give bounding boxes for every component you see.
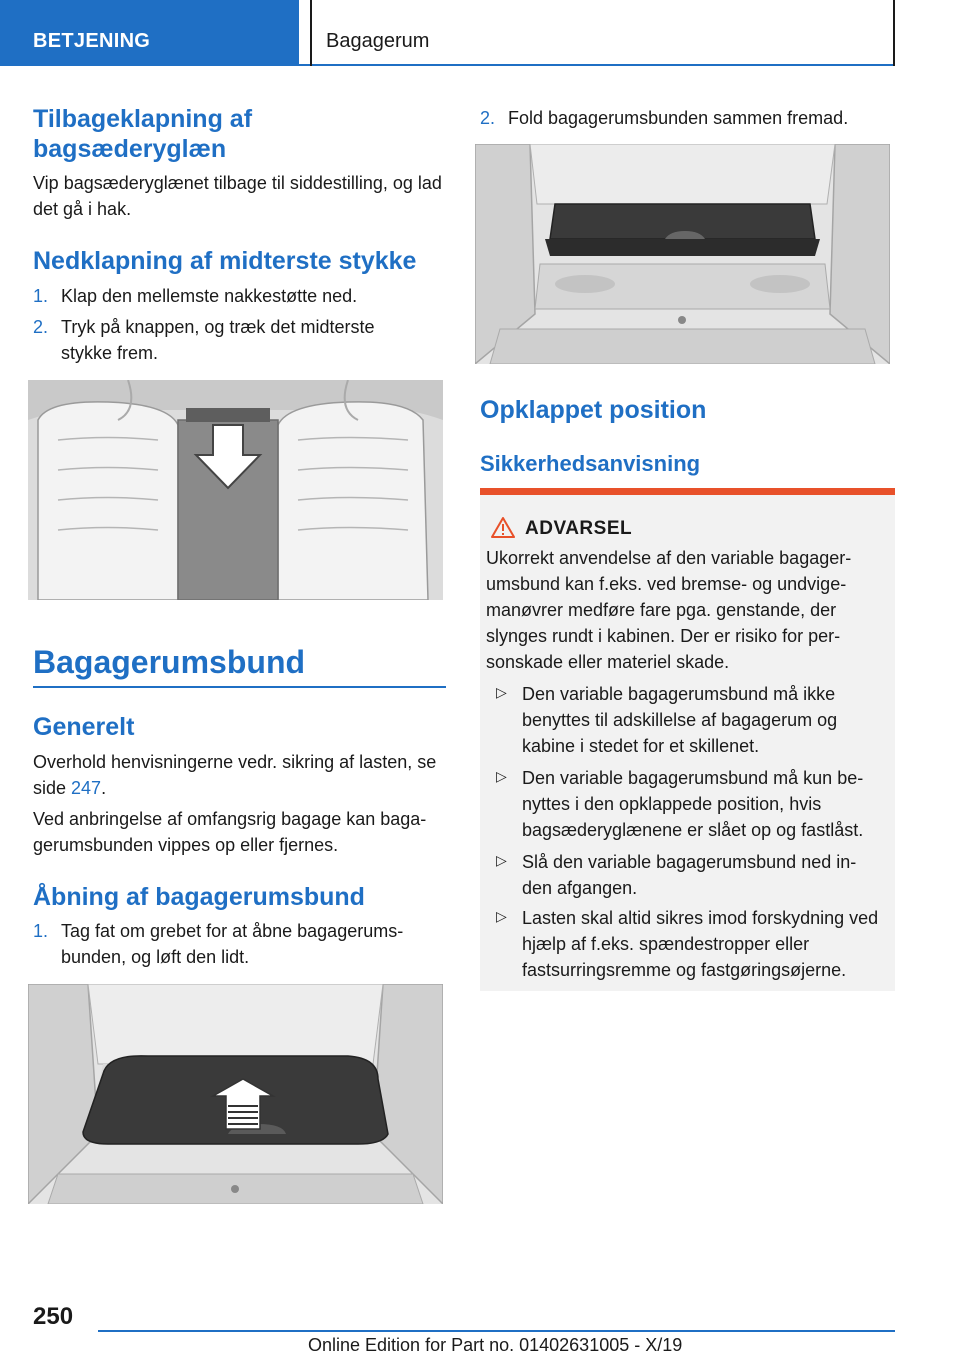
footer-rule xyxy=(98,1330,895,1332)
heading-sikkerhed: Sikkerhedsanvisning xyxy=(480,451,701,476)
section-rule xyxy=(33,686,446,688)
step-text: Klap den mellemste nakkestøtte ned. xyxy=(61,286,358,306)
step-text: Tag fat om grebet for at åbne bagagerums‐ bunden, og løft den lidt. xyxy=(61,921,404,967)
warning-bullet: Den variable bagagerumsbund må ikke benyttes til adskillelse af bagagerum og kabine i stedet for et skillenet. xyxy=(522,684,838,756)
warning-bullet: Slå den variable bagagerumsbund ned in‐ den afgangen. xyxy=(522,852,857,898)
bullet-glyph: ▷ xyxy=(496,908,507,924)
warning-text: Ukorrekt anvendelse af den variable bagager‐ umsbund kan f.eks. ved bremse- og undvige‐ manøvrer medføre fare pga. genstande, der slynges rundt i kabinen. Der er risiko for per‐ sonskade eller materiel skade. xyxy=(486,548,852,672)
rear-seat-drawing xyxy=(28,380,443,600)
heading-tilbageklapning: Tilbageklapning af bagsæderyglæn xyxy=(33,105,253,163)
page-title: Bagagerum xyxy=(326,30,430,52)
trunk-floor-open-drawing xyxy=(28,984,443,1204)
main-section-title: Bagagerumsbund xyxy=(33,644,306,680)
step-number: 2. xyxy=(33,317,49,337)
trunk-floor-folded-illustration xyxy=(475,144,890,364)
bullet-glyph: ▷ xyxy=(496,852,507,868)
page-number: 250 xyxy=(33,1303,74,1330)
step-text: Fold bagagerumsbunden sammen fremad. xyxy=(508,108,849,128)
chapter-label: BETJENING xyxy=(33,30,151,52)
warning-box xyxy=(480,488,895,991)
trunk-floor-open-illustration xyxy=(28,984,443,1204)
warning-bullet: Lasten skal altid sikres imod forskydning ved hjælp af f.eks. spændestropper eller fastsurringsremme og fastgøringsøjerne. xyxy=(522,908,879,980)
paragraph-text: . xyxy=(101,778,107,798)
paragraph-tilbageklapning: Vip bagsæderyglænet tilbage til siddestilling, og lad det gå i hak. xyxy=(33,173,442,219)
bullet-glyph: ▷ xyxy=(496,768,507,784)
heading-aabning: Åbning af bagagerumsbund xyxy=(33,883,365,911)
chapter-tab xyxy=(0,0,299,66)
paragraph-text: Overhold henvisningerne vedr. sikring af lasten, se side xyxy=(33,752,437,798)
heading-generelt: Generelt xyxy=(33,713,135,741)
page-reference-link[interactable]: 247 xyxy=(71,778,102,798)
heading-opklappet: Opklappet position xyxy=(480,396,707,424)
warning-title: ADVARSEL xyxy=(525,518,633,539)
step-number: 1. xyxy=(33,286,49,306)
step-text: Tryk på knappen, og træk det midterste stykke frem. xyxy=(61,317,375,363)
step-number: 1. xyxy=(33,921,49,941)
trunk-floor-folded-drawing xyxy=(475,144,890,364)
paragraph-generelt xyxy=(33,749,446,801)
warning-bullet: Den variable bagagerumsbund må kun be‐ nyttes i den opklappede position, hvis bagsæderyglænene er slået op og fastlåst. xyxy=(522,768,864,840)
rear-seat-illustration xyxy=(28,380,443,600)
paragraph-bagage: Ved anbringelse af omfangsrig bagage kan baga‐ gerumsbunden vippes op eller fjernes. xyxy=(33,809,427,855)
bullet-glyph: ▷ xyxy=(496,684,507,700)
warning-bar xyxy=(480,488,895,495)
warning-triangle-icon xyxy=(491,516,515,540)
step-number: 2. xyxy=(480,108,496,128)
heading-nedklapning: Nedklapning af midterste stykke xyxy=(33,247,417,275)
footer-edition: Online Edition for Part no. 01402631005 - X/19 xyxy=(308,1335,683,1355)
